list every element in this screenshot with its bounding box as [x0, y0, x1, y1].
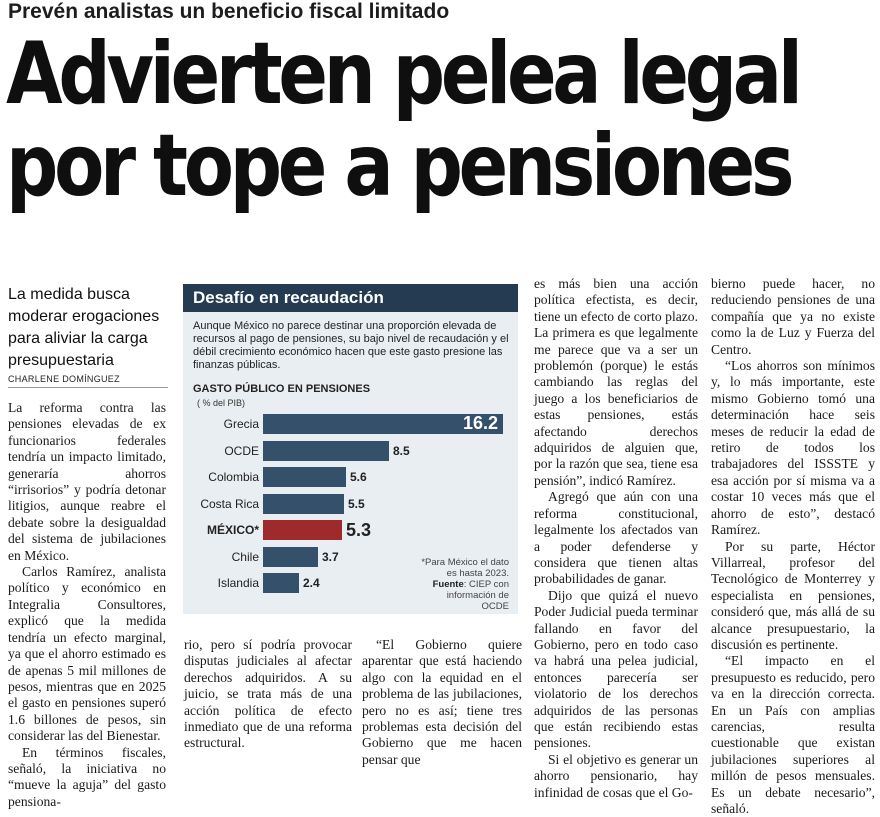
headline-line-1: Advierten pelea legal — [6, 24, 799, 124]
paragraph: Por su parte, Héctor Villarreal, profesor del Tecnológico de Monterrey y especialista en pensiones, consideró que, más allá de su alcance presupuestario, la discusión es pertinente. — [711, 538, 875, 652]
bar-category-label: MÉXICO* — [206, 523, 259, 537]
bar-value-label: 2.4 — [303, 576, 320, 590]
bar-category-label: Costa Rica — [200, 496, 259, 511]
bar-category-label: Islandia — [217, 576, 259, 590]
paragraph: Carlos Ramírez, analista político y económico en Integralia Consultores, explicó que la medida tendría un efecto marginal, ya que el ahorro estimado es de apenas 5 mil millones de pesos, mientras que en 2025 el gasto en pensiones superó 1.6 billones de pesos, sin considerar las del Bienestar. — [8, 564, 166, 744]
bar-category-label: Colombia — [208, 470, 259, 484]
paragraph: Si el objetivo es generar un ahorro pensionario, hay infinidad de cosas que el Go- — [534, 751, 698, 800]
bar-category-label: OCDE — [224, 443, 259, 458]
bar — [263, 547, 318, 567]
bar — [263, 494, 344, 514]
bar-value-label: 3.7 — [322, 549, 339, 564]
bar — [263, 441, 389, 461]
paragraph: “El Gobierno quiere aparentar que está haciendo algo con la equidad en el problema de las jubilaciones, pero no es así; tiene tres problemas esta decisión del Gobierno que me hacen pensar que — [362, 637, 522, 767]
article-column-5 — [711, 276, 875, 817]
bar — [263, 520, 342, 540]
bar-value-label: 16.2 — [463, 413, 499, 433]
paragraph: La reforma contra las pensiones elevadas de ex funcionarios federales tendría un impacto limitado, generaría ahorros “irrisorios” y podría detonar litigios, aunque reabre el debate sobre la desigualdad del sistema de jubilaciones en México. — [8, 400, 166, 563]
byline: CHARLENE DOMÍNGUEZ — [8, 374, 168, 388]
chart-unit: ( % del PIB) — [197, 398, 246, 408]
bar-value-label: 5.5 — [348, 496, 365, 511]
paragraph: es más bien una acción política efectista, es decir, tiene un efecto de corto plazo. La primera es que legalmente me parece que va a ser un problemón (porque) le estás cambiando las reglas del juego a los beneficiarios de estas pensiones, estás afectando derechos adquiridos de alguien que, por la razón que sea, tiene esa pensión”, indicó Ramírez. — [534, 276, 698, 488]
headline-line-2: por tope a pensiones — [6, 116, 791, 216]
chart-footnote: *Para México el dato es hasta 2023. — [421, 557, 509, 579]
bar-value-label: 5.6 — [350, 470, 367, 484]
article-column-3 — [362, 637, 522, 768]
infobox-intro: Aunque México no parece destinar una proporción elevada de recursos al pago de pensiones, su bajo nivel de recaudación y el débil crecimiento económico hacen que este gasto presione las finanzas públicas. — [193, 320, 509, 371]
article-column-4 — [534, 276, 698, 801]
bar — [263, 467, 346, 487]
deck: La medida busca moderar erogaciones para aliviar la carga presupuestaria — [8, 286, 160, 369]
source-text: : CIEP con información de OCDE — [446, 579, 509, 612]
kicker: Prevén analistas un beneficio fiscal limitado — [8, 0, 450, 23]
infobox-title: Desafío en recaudación — [183, 284, 518, 312]
bar-category-label: Chile — [231, 549, 259, 564]
source-label: Fuente — [432, 579, 464, 590]
paragraph: “Los ahorros son mínimos y, lo más importante, este mismo Gobierno tomó una determinación hace seis meses de reducir la edad de retiro de todos los trabajadores del ISSSTE y esa acción por sí misma va a costar 10 veces más que el ahorro de esto”, destacó Ramírez. — [711, 358, 875, 538]
chart-note — [419, 557, 509, 612]
paragraph: Agregó que aún con una reforma constitucional, legalmente los afectados van a poder defenderse y considera que tienen altas probabilidades de ganar. — [534, 489, 698, 587]
paragraph: bierno puede hacer, no reduciendo pensiones de una compañía que ya no existe como la de Luz y Fuerza del Centro. — [711, 276, 875, 357]
bar-value-label: 5.3 — [346, 520, 372, 540]
paragraph: rio, pero sí podría provocar disputas judiciales al afectar derechos adquiridos. A su juicio, se trata más de una acción política de efecto inmediato que de una reforma estructural. — [184, 637, 352, 751]
paragraph: “El impacto en el presupuesto es reducido, pero va en la dirección correcta. En un País con amplias carencias, resulta cuestionable que existan jubilaciones superiores al millón de pesos mensuales. Es un debate necesario”, señaló. — [711, 653, 875, 816]
article-column-2 — [184, 637, 352, 752]
bar-category-label: Grecia — [223, 417, 259, 431]
headline — [6, 24, 799, 216]
bar-value-label: 8.5 — [393, 443, 410, 458]
infobox — [183, 284, 518, 614]
chart-source — [419, 579, 509, 612]
chart-title: GASTO PÚBLICO EN PENSIONES — [193, 383, 371, 395]
paragraph: Dijo que quizá el nuevo Poder Judicial pueda terminar fallando en favor del Gobierno, pero en todo caso va habrá una pelea judicial, entonces parecería ser violatorio de los derechos adquiridos de las personas que están recibiendo estas pensiones. — [534, 587, 698, 751]
bar — [263, 573, 299, 593]
paragraph: En términos fiscales, señaló, la iniciativa no “mueve la aguja” del gasto pensiona- — [8, 744, 166, 809]
article-column-1 — [8, 400, 166, 810]
